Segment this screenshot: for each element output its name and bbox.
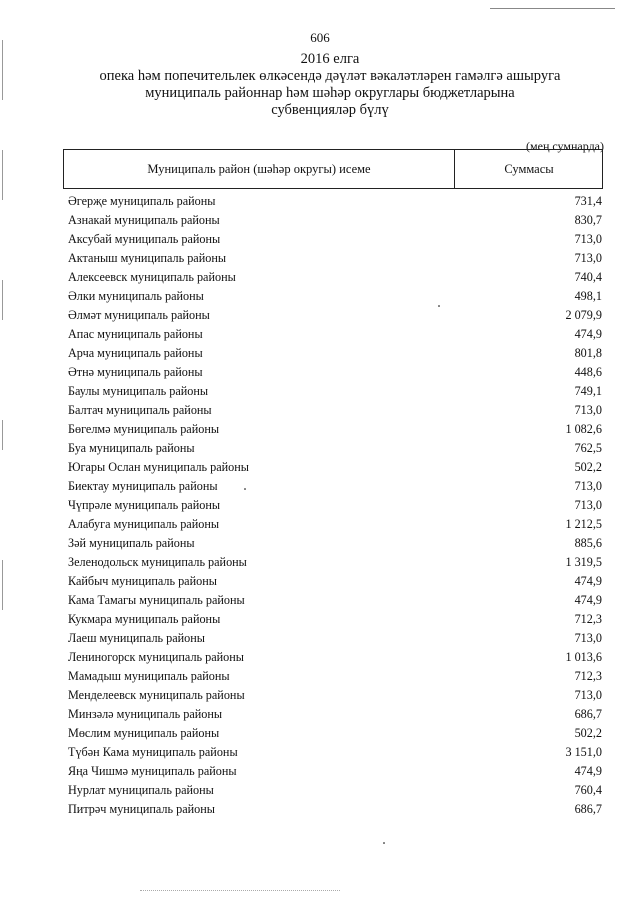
district-name: Кукмара муниципаль районы	[68, 612, 221, 626]
units-note: (мең сумнарда)	[526, 139, 604, 153]
column-header-sum: Суммасы	[454, 150, 603, 188]
district-name: Биектау муниципаль районы	[68, 479, 218, 493]
district-name: Балтач муниципаль районы	[68, 403, 212, 417]
table-row	[68, 306, 602, 325]
title-year: 2016 елга	[300, 51, 360, 67]
subvention-amount: 740,4	[574, 270, 602, 284]
table-row	[68, 363, 602, 382]
district-name: Актаныш муниципаль районы	[68, 251, 227, 265]
district-name: Алексеевск муниципаль районы	[68, 270, 236, 284]
subvention-amount: 713,0	[574, 631, 602, 645]
subvention-amount: 713,0	[574, 688, 602, 702]
table-row	[68, 781, 602, 800]
subvention-amount: 801,8	[574, 346, 602, 360]
subvention-amount: 713,0	[574, 498, 602, 512]
table-header	[63, 149, 603, 189]
district-name: Әлки муниципаль районы	[68, 289, 204, 303]
table-row	[68, 382, 602, 401]
subvention-amount: 448,6	[574, 365, 602, 379]
document-title	[40, 51, 620, 119]
subvention-amount: 830,7	[574, 213, 602, 227]
scan-speck	[244, 488, 246, 490]
subvention-amount: 474,9	[574, 327, 602, 341]
subvention-amount: 474,9	[574, 574, 602, 588]
subvention-amount: 686,7	[574, 707, 602, 721]
subvention-amount: 713,0	[574, 251, 602, 265]
subvention-table	[68, 192, 602, 819]
subvention-amount: 712,3	[574, 612, 602, 626]
page-number: 606	[310, 30, 330, 45]
table-row	[68, 724, 602, 743]
district-name: Баулы муниципаль районы	[68, 384, 209, 398]
subvention-amount: 3 151,0	[565, 745, 602, 759]
subvention-amount: 749,1	[574, 384, 602, 398]
subvention-amount: 731,4	[574, 194, 602, 208]
district-name: Түбән Кама муниципаль районы	[68, 745, 238, 759]
column-header-name: Муниципаль район (шәһәр округы) исеме	[147, 162, 371, 176]
table-row	[68, 667, 602, 686]
table-row	[68, 439, 602, 458]
district-name: Аксубай муниципаль районы	[68, 232, 221, 246]
subvention-amount: 474,9	[574, 764, 602, 778]
table-row	[68, 344, 602, 363]
subvention-amount: 712,3	[574, 669, 602, 683]
subvention-amount: 686,7	[574, 802, 602, 816]
district-name: Зәй муниципаль районы	[68, 536, 195, 550]
district-name: Питрәч муниципаль районы	[68, 802, 215, 816]
table-row	[68, 287, 602, 306]
district-name: Нурлат муниципаль районы	[68, 783, 214, 797]
subvention-amount: 502,2	[574, 726, 602, 740]
scan-speck	[383, 842, 385, 844]
table-row	[68, 591, 602, 610]
subvention-amount: 1 212,5	[565, 517, 602, 531]
table-row	[68, 268, 602, 287]
subvention-amount: 713,0	[574, 479, 602, 493]
district-name: Азнакай муниципаль районы	[68, 213, 220, 227]
district-name: Әтнә муниципаль районы	[68, 365, 203, 379]
district-name: Мамадыш муниципаль районы	[68, 669, 230, 683]
table-row	[68, 230, 602, 249]
district-name: Әгерҗе муниципаль районы	[68, 194, 216, 208]
district-name: Яңа Чишмә муниципаль районы	[68, 764, 237, 778]
table-row	[68, 800, 602, 819]
scan-bottom-dots	[140, 890, 340, 891]
district-name: Зеленодольск муниципаль районы	[68, 555, 247, 569]
table-row	[68, 477, 602, 496]
district-name: Лаеш муниципаль районы	[68, 631, 205, 645]
subvention-amount: 1 013,6	[565, 650, 602, 664]
subvention-amount: 762,5	[574, 441, 602, 455]
district-name: Алабуга муниципаль районы	[68, 517, 220, 531]
table-row	[68, 629, 602, 648]
district-name: Кайбыч муниципаль районы	[68, 574, 217, 588]
district-name: Менделеевск муниципаль районы	[68, 688, 245, 702]
table-row	[68, 743, 602, 762]
district-name: Бөгелмә муниципаль районы	[68, 422, 220, 436]
table-row	[68, 515, 602, 534]
scan-margin-marks	[2, 0, 5, 905]
district-name: Әлмәт муниципаль районы	[68, 308, 210, 322]
table-row	[68, 553, 602, 572]
table-row	[68, 192, 602, 211]
table-row	[68, 401, 602, 420]
table-row	[68, 211, 602, 230]
district-name: Югары Ослан муниципаль районы	[68, 460, 249, 474]
subvention-amount: 2 079,9	[565, 308, 602, 322]
subvention-amount: 713,0	[574, 232, 602, 246]
scan-top-rule	[490, 8, 615, 9]
table-row	[68, 534, 602, 553]
subvention-amount: 713,0	[574, 403, 602, 417]
title-line-2: муниципаль районнар һәм шәһәр округлары бюджетларына	[145, 85, 515, 101]
district-name: Лениногорск муниципаль районы	[68, 650, 244, 664]
table-row	[68, 249, 602, 268]
table-row	[68, 458, 602, 477]
table-row	[68, 648, 602, 667]
table-row	[68, 686, 602, 705]
subvention-amount: 498,1	[574, 289, 602, 303]
title-line-3: субвенцияләр бүлү	[271, 102, 389, 118]
table-row	[68, 572, 602, 591]
table-row	[68, 705, 602, 724]
scan-speck	[438, 305, 440, 307]
table-row	[68, 420, 602, 439]
district-name: Апас муниципаль районы	[68, 327, 203, 341]
subvention-amount: 760,4	[574, 783, 602, 797]
table-row	[68, 496, 602, 515]
district-name: Арча муниципаль районы	[68, 346, 203, 360]
subvention-amount: 474,9	[574, 593, 602, 607]
table-row	[68, 610, 602, 629]
district-name: Мөслим муниципаль районы	[68, 726, 220, 740]
subvention-amount: 502,2	[574, 460, 602, 474]
subvention-amount: 1 082,6	[565, 422, 602, 436]
district-name: Кама Тамагы муниципаль районы	[68, 593, 245, 607]
district-name: Минзәлә муниципаль районы	[68, 707, 223, 721]
title-line-1: опека һәм попечительлек өлкәсендә дәүләт вәкаләтләрен гамәлгә ашыруга	[99, 68, 561, 84]
table-row	[68, 762, 602, 781]
district-name: Чүпрәле муниципаль районы	[68, 498, 221, 512]
subvention-amount: 1 319,5	[565, 555, 602, 569]
subvention-amount: 885,6	[574, 536, 602, 550]
table-row	[68, 325, 602, 344]
district-name: Буа муниципаль районы	[68, 441, 195, 455]
